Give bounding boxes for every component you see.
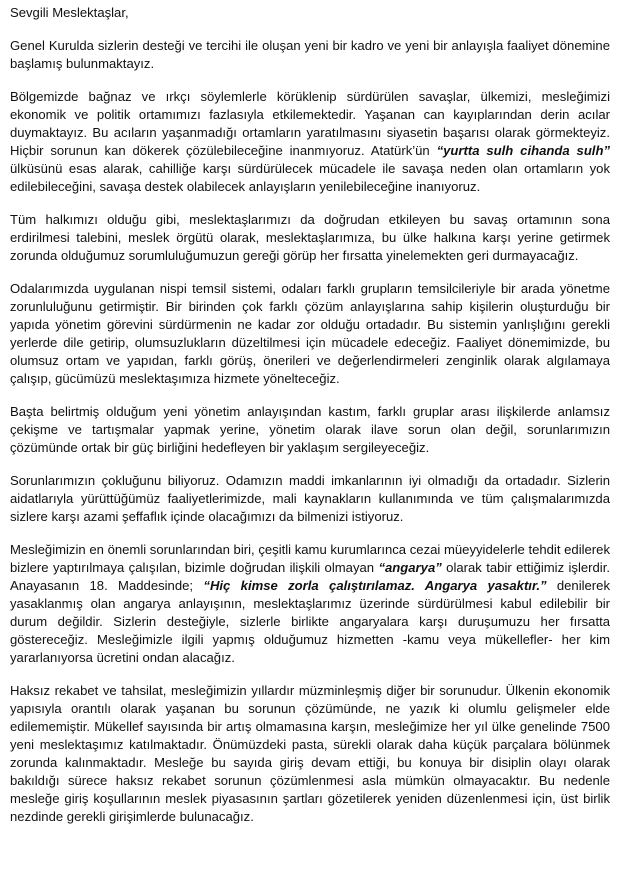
emphasized-quote: “angarya” — [378, 560, 442, 575]
body-paragraph — [10, 682, 610, 826]
paragraph-text: Odalarımızda uygulanan nispi temsil sistemi, odaları farklı grupların temsilcileriyle bir arada yönetme zorunluluğunu getirmiştir. Bir birinden çok farklı çözüm anlayışlarına sahip kişilerin oluşturduğu bir yapıda yönetim görevini sürdürmenin ne kadar zor olduğu ortadadır. Bu sistemin yanlışlığını gerekli yerlerde dile getirip, olumsuzlukların düzeltilmesi için mücadele edeceğiz. Faaliyet dönemimizde, bu olumsuz ortam ve yapıdan, farklı görüş, önerileri ve değerlendirmeleri zenginlik olarak algılamaya çalışıp, gücümüzü meslektaşımıza hizmete yönelteceğiz. — [10, 281, 610, 386]
paragraph-text: Tüm halkımızı olduğu gibi, meslektaşlarımızı da doğrudan etkileyen bu savaş ortamının sona erdirilmesi talebini, meslek örgütü olarak, meslektaşlarımıza, bu ülke halkına karşı yerine getirmek zorunda olduğumuz sorumluluğumuzun gereği görüp her fırsatta yinelemekten geri durmayacağız. — [10, 212, 610, 263]
body-paragraph — [10, 472, 610, 526]
emphasized-quote: “Hiç kimse zorla çalıştırılamaz. Angarya yasaktır.” — [203, 578, 547, 593]
greeting-line: Sevgili Meslektaşlar, — [10, 5, 129, 20]
paragraph-text: Mesleğimizin en önemli sorunlarından biri, çeşitli kamu kurumlarınca cezai müeyyidelerle tehdit edilerek bizlere yaptırılmaya çalışılan, bizimle doğrudan ilişkili olmayan — [10, 542, 610, 575]
paragraph-text: Haksız rekabet ve tahsilat, mesleğimizin yıllardır müzminleşmiş diğer bir sorunudur. Ülkenin ekonomik yapısıyla orantılı olarak yaşanan bu sorunun çözümünde, ne yazık ki olumlu gelişmeler elde edilememiştir. Mükellef sayısında bir artış olmamasına karşın, mesleğimize her yıl ülke genelinde 7500 yeni meslektaşımız katılmaktadır. Önümüzdeki pasta, sürekli olarak daha küçük parçalara bölünmek zorunda kalınmaktadır. Mesleğe bu sayıda giriş devam ettiği, bu konuya bir disiplin olayı olarak bakıldığı sürece haksız rekabet sorunun çözümlenmesi asla mümkün olmayacaktır. Bu nedenle mesleğe giriş koşullarının meslek piyasasının şartları gözetilerek yeniden düzenlenmesi için, üst birlik nezdinde gerekli girişimlerde bulunacağız. — [10, 683, 610, 824]
body-paragraph — [10, 280, 610, 388]
paragraph-text: Genel Kurulda sizlerin desteği ve tercihi ile oluşan yeni bir kadro ve yeni bir anlayışla faaliyet dönemine başlamış bulunmaktayız. — [10, 38, 610, 71]
paragraph-text: Bölgemizde bağnaz ve ırkçı söylemlerle körüklenip sürdürülen savaşlar, ülkemizi, mesleğimizi ekonomik ve politik ortamımızı fazlasıyla etkilemektedir. Yaşanan can kayıplarından derin acılar duymaktayız. Bu acıların yaşanmadığı ortamların yaratılmasını siyasetin başarısı olarak görmekteyiz. Hiçbir sorunun kan dökerek çözülebileceğine inanmıyoruz. Atatürk’ün — [10, 89, 610, 158]
paragraph-text: denilerek yasaklanmış olan angarya anlayışının, meslektaşlarımız üzerinde sürdürülmesi kabul edilebilir bir durum değildir. Sizlerin desteğiyle, sizlerle birlikte angaryalara karşı duruşumuzu her fırsatta göstereceğiz. Mesleğimizle ilgili yapmış olduğumuz hizmetten -kamu veya mükellefler- her kim yararlanıyorsa ücretini ondan alacağız. — [10, 578, 611, 665]
paragraph-text: Başta belirtmiş olduğum yeni yönetim anlayışından kastım, farklı gruplar arası ilişkilerde anlamsız çekişme ve tartışmalar yapmak yerine, yönetim olarak ilave sorun olan değil, sorunlarımızın çözümünde ortak bir güç birliğini hedefleyen bir yaklaşım sergileyeceğiz. — [10, 404, 610, 455]
body-paragraph — [10, 211, 610, 265]
body-paragraph — [10, 403, 610, 457]
emphasized-quote: “yurtta sulh cihanda sulh” — [436, 143, 610, 158]
body-paragraph — [10, 37, 610, 73]
paragraph-text: ülküsünü esas alarak, cahilliğe karşı sürdürülecek mücadele ile savaşa neden olan ortamların yok edilebileceğini, savaşa destek olabilecek anlayışların yenilebileceğine inanıyoruz. — [10, 161, 610, 194]
letter-body — [10, 37, 610, 826]
paragraph-text: olarak tabir ettiğimiz işlerdir. Anayasanın 18. Maddesinde; — [10, 560, 610, 593]
paragraph-text: Sorunlarımızın çokluğunu biliyoruz. Odamızın maddi imkanlarının iyi olmadığı da ortadadır. Sizlerin aidatlarıyla yürüttüğümüz faaliyetlerimizde, mali kaynakların kullanımında ve tüm çalışmalarımızda sizlere karşı azami şeffaflık içinde olacağımızı da bilmenizi istiyoruz. — [10, 473, 610, 524]
body-paragraph — [10, 541, 610, 667]
body-paragraph — [10, 88, 610, 196]
